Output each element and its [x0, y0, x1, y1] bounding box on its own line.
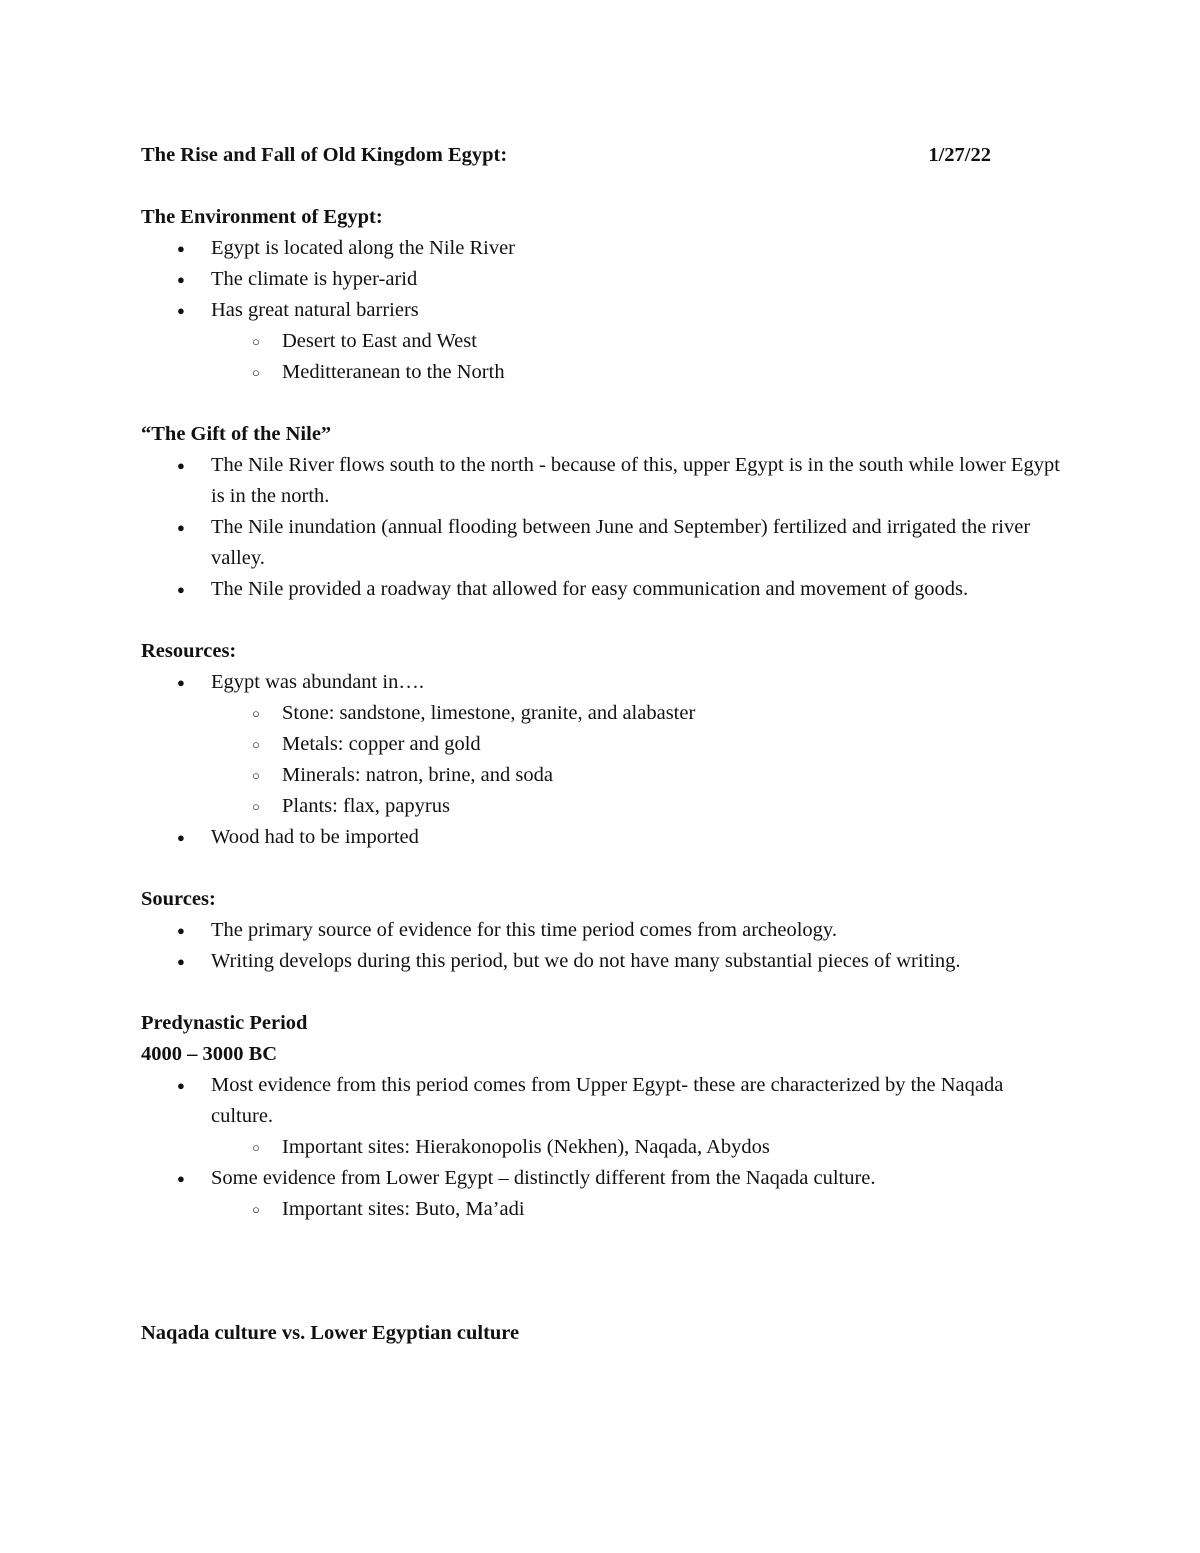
list-item: [177, 295, 1061, 388]
document-body: [141, 140, 1061, 1349]
bullet-icon: ●: [177, 458, 185, 473]
sub-list-item: [252, 698, 1061, 729]
list-item: [177, 574, 1061, 605]
sub-list-item-text: Desert to East and West: [282, 330, 477, 352]
list-item: [177, 264, 1061, 295]
sub-list-item-text: Metals: copper and gold: [282, 733, 481, 755]
list-item-text: Writing develops during this period, but we do not have many substantial pieces of writing.: [211, 950, 961, 972]
bullet-list: [141, 1070, 1061, 1225]
bullet-list: [141, 915, 1061, 977]
bullet-icon: ●: [177, 675, 185, 690]
list-item-text: The Nile River flows south to the north - because of this, upper Egypt is in the south while lower Egypt is in the north.: [211, 454, 1060, 507]
bullet-icon: ●: [177, 954, 185, 969]
section-heading-resources: Resources:: [141, 640, 237, 662]
list-item-text: Wood had to be imported: [211, 826, 419, 848]
sub-list-item-text: Stone: sandstone, limestone, granite, and alabaster: [282, 702, 696, 724]
bullet-icon: ●: [177, 241, 185, 256]
document-title: The Rise and Fall of Old Kingdom Egypt:: [141, 144, 508, 166]
sub-list-item: [252, 326, 1061, 357]
sub-bullet-list: [211, 326, 1061, 388]
sub-bullet-list: [211, 1194, 1061, 1225]
hollow-bullet-icon: ○: [252, 706, 260, 721]
sub-list-item: [252, 1132, 1061, 1163]
sub-list-item: [252, 760, 1061, 791]
bullet-icon: ●: [177, 272, 185, 287]
hollow-bullet-icon: ○: [252, 768, 260, 783]
hollow-bullet-icon: ○: [252, 799, 260, 814]
list-item: [177, 822, 1061, 853]
title-row: [141, 140, 991, 171]
sub-bullet-list: [211, 1132, 1061, 1163]
hollow-bullet-icon: ○: [252, 365, 260, 380]
bullet-list: [141, 667, 1061, 853]
list-item: [177, 667, 1061, 822]
list-item: [177, 233, 1061, 264]
list-item-text: The Nile provided a roadway that allowed for easy communication and movement of goods.: [211, 578, 969, 600]
list-item-text: The Nile inundation (annual flooding between June and September) fertilized and irrigated the river valley.: [211, 516, 1031, 569]
sub-list-item-text: Important sites: Hierakonopolis (Nekhen), Naqada, Abydos: [282, 1136, 770, 1158]
list-item-text: Egypt was abundant in….: [211, 671, 424, 693]
hollow-bullet-icon: ○: [252, 1140, 260, 1155]
sub-list-item: [252, 1194, 1061, 1225]
sub-list-item-text: Plants: flax, papyrus: [282, 795, 450, 817]
sub-bullet-list: [211, 698, 1061, 822]
section-subheading-date-range: 4000 – 3000 BC: [141, 1043, 278, 1065]
list-item: [177, 915, 1061, 946]
list-item: [177, 450, 1061, 512]
list-item-text: Most evidence from this period comes from Upper Egypt- these are characterized by the Naqada culture.: [211, 1074, 1004, 1127]
document-date: 1/27/22: [928, 144, 991, 166]
hollow-bullet-icon: ○: [252, 737, 260, 752]
bullet-list: [141, 450, 1061, 605]
bullet-icon: ●: [177, 923, 185, 938]
sub-list-item-text: Meditteranean to the North: [282, 361, 505, 383]
bullet-icon: ●: [177, 582, 185, 597]
hollow-bullet-icon: ○: [252, 1202, 260, 1217]
section-heading-naqada-vs-lower-egyptian: Naqada culture vs. Lower Egyptian culture: [141, 1322, 520, 1344]
sub-list-item-text: Minerals: natron, brine, and soda: [282, 764, 553, 786]
sub-list-item: [252, 357, 1061, 388]
sub-list-item: [252, 729, 1061, 760]
bullet-icon: ●: [177, 1171, 185, 1186]
list-item-text: Egypt is located along the Nile River: [211, 237, 516, 259]
sub-list-item: [252, 791, 1061, 822]
bullet-list: [141, 233, 1061, 388]
bullet-icon: ●: [177, 520, 185, 535]
list-item: [177, 946, 1061, 977]
list-item-text: Some evidence from Lower Egypt – distinctly different from the Naqada culture.: [211, 1167, 876, 1189]
list-item-text: The primary source of evidence for this time period comes from archeology.: [211, 919, 837, 941]
list-item: [177, 1070, 1061, 1163]
bullet-icon: ●: [177, 303, 185, 318]
bullet-icon: ●: [177, 1078, 185, 1093]
bullet-icon: ●: [177, 830, 185, 845]
hollow-bullet-icon: ○: [252, 334, 260, 349]
section-heading-predynastic-period: Predynastic Period: [141, 1012, 308, 1034]
list-item-text: Has great natural barriers: [211, 299, 419, 321]
section-heading-sources: Sources:: [141, 888, 216, 910]
section-heading-gift-of-the-nile: “The Gift of the Nile”: [141, 423, 332, 445]
list-item: [177, 512, 1061, 574]
section-heading-environment: The Environment of Egypt:: [141, 206, 383, 228]
list-item: [177, 1163, 1061, 1225]
sub-list-item-text: Important sites: Buto, Ma’adi: [282, 1198, 525, 1220]
list-item-text: The climate is hyper-arid: [211, 268, 418, 290]
